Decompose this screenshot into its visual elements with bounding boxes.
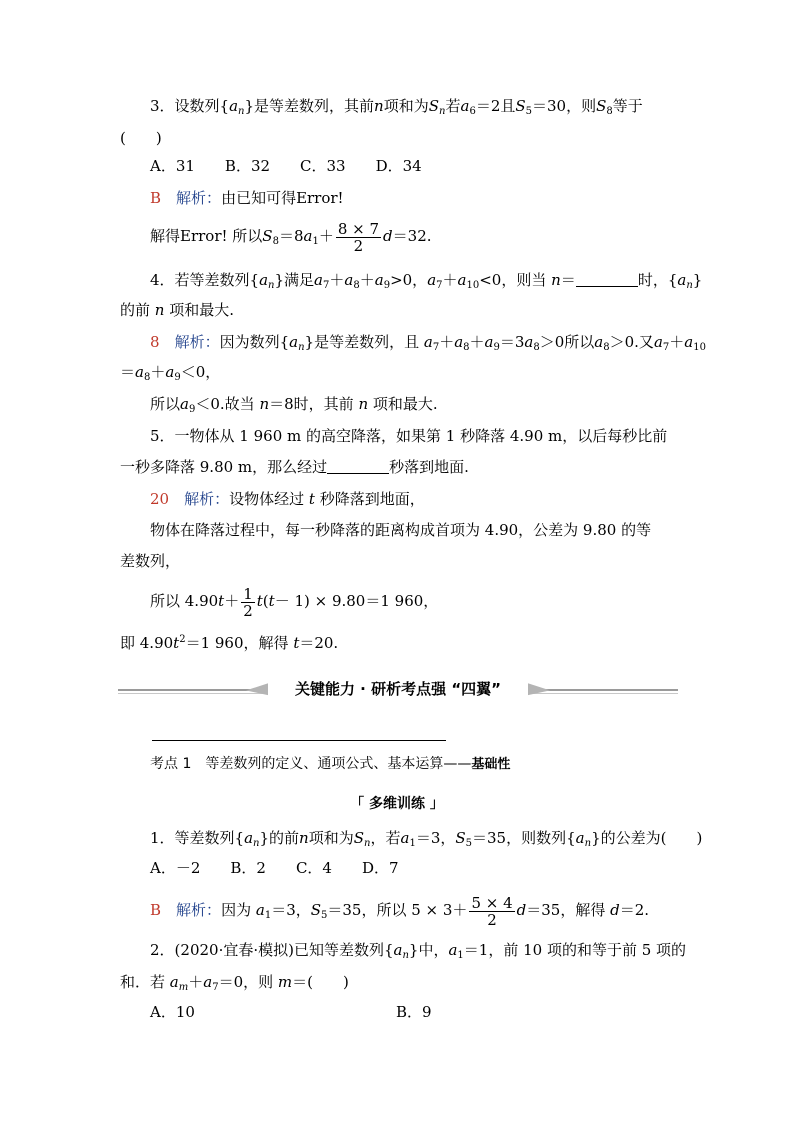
q5-line1: 5．一物体从 1 960 m 的高空降落，如果第 1 秒降落 4.90 m，以后每秒比前	[150, 427, 668, 445]
q4-solution-2: $=a_8+a_9<0$，	[120, 363, 221, 383]
q5-solution-5: 即 $4.90t^2=1$ 960，解得 t＝20.	[120, 634, 339, 652]
section-title: 关键能力 · 研析考点强 “四翼”	[268, 676, 528, 702]
p1-line1: 1．等差数列$\{a_n\}$的前n项和为$S_n$，若$a_1=3$，$S_5=35$，则数列$\{a_n\}$的公差为( )	[150, 829, 703, 849]
kaodian-heading: 考点 1 等差数列的定义、通项公式、基本运算——基础性	[150, 756, 511, 772]
q5-solution-2: 物体在降落过程中，每一秒降落的距离构成首项为 4.90，公差为 9.80 的等	[150, 521, 652, 539]
q4-line2: 的前 n 项和最大.	[120, 301, 235, 319]
q5-answer: 20	[150, 490, 170, 508]
p2-line1: 2．(2020·宜春·模拟)已知等差数列$\{a_n\}$中，$a_1=1$，前 10 项的和等于前 5 项的	[150, 941, 687, 961]
p1-solution: B 解析：因为 $a_1=3$，$S_5=35$，所以 5 × 3＋ $\frac{5 \times 4}{2}$ d＝35，解得 d＝2.	[150, 893, 650, 929]
q4-blank	[576, 272, 638, 287]
q3-fraction: $\frac{8 \times 7}{2}$	[337, 219, 380, 255]
p1-fraction: $\frac{5 \times 4}{2}$	[471, 893, 513, 929]
q4-solution-1: 8 解析：因为数列$\{a_n\}$是等差数列，且 $a_7+a_8+a_9=3a_8>0$所以$a_8>0$.又$a_7+a_{10}$	[150, 333, 706, 353]
q3-options: A．31 B．32 C．33 D．34	[150, 157, 422, 175]
q5-solution-3: 差数列，	[120, 552, 181, 570]
q4-solution-3: 所以$a_9<0$.故当 n＝8时，其前 n 项和最大.	[150, 395, 438, 415]
q3-solution-1: B 解析：由已知可得Error!	[150, 189, 344, 207]
q3-line2: ( )	[120, 129, 162, 147]
q5-solution-1: 20 解析：设物体经过 t 秒降落到地面，	[150, 490, 425, 508]
duowei-heading: 「 多维训练 」	[350, 796, 444, 812]
q3-answer: B	[150, 189, 162, 207]
p1-answer: B	[150, 901, 162, 919]
p2-option-a: A．10	[150, 1003, 195, 1021]
section-band	[118, 676, 678, 702]
divider-line	[152, 740, 446, 741]
q5-fraction: $\frac{1}{2}$	[243, 584, 253, 620]
q5-solution-4: 所以 4.90t＋ $\frac{1}{2}$ t(t－ 1) × 9.80＝1 960，	[150, 584, 439, 620]
p2-line2: 和．若 $a_m+a_7=0$，则 m＝( )	[120, 973, 349, 993]
q3-solution-2: 解得Error! 所以$S_8=8a_1+$ $\frac{8 \times 7}{2}$ d＝32.	[150, 219, 432, 255]
p2-option-b: B．9	[396, 1003, 432, 1021]
p1-options: A．－2 B．2 C．4 D．7	[150, 859, 399, 877]
q5-blank	[327, 459, 389, 474]
kaodian-tag: 基础性	[471, 757, 511, 772]
q4-answer: 8	[150, 333, 160, 351]
q4-line1: 4．若等差数列$\{a_n\}$满足$a_7+a_8+a_9>0$，$a_7+a_{10}<0$，则当 n＝ 时，$\{a_n\}$	[150, 271, 703, 291]
q3-line1: 3．设数列$\{a_n\}$是等差数列，其前n项和为$S_n$若$a_6=2$且$S_5=30$，则$S_8$等于	[150, 97, 643, 117]
q5-line2: 一秒多降落 9.80 m，那么经过 秒落到地面.	[120, 458, 469, 476]
